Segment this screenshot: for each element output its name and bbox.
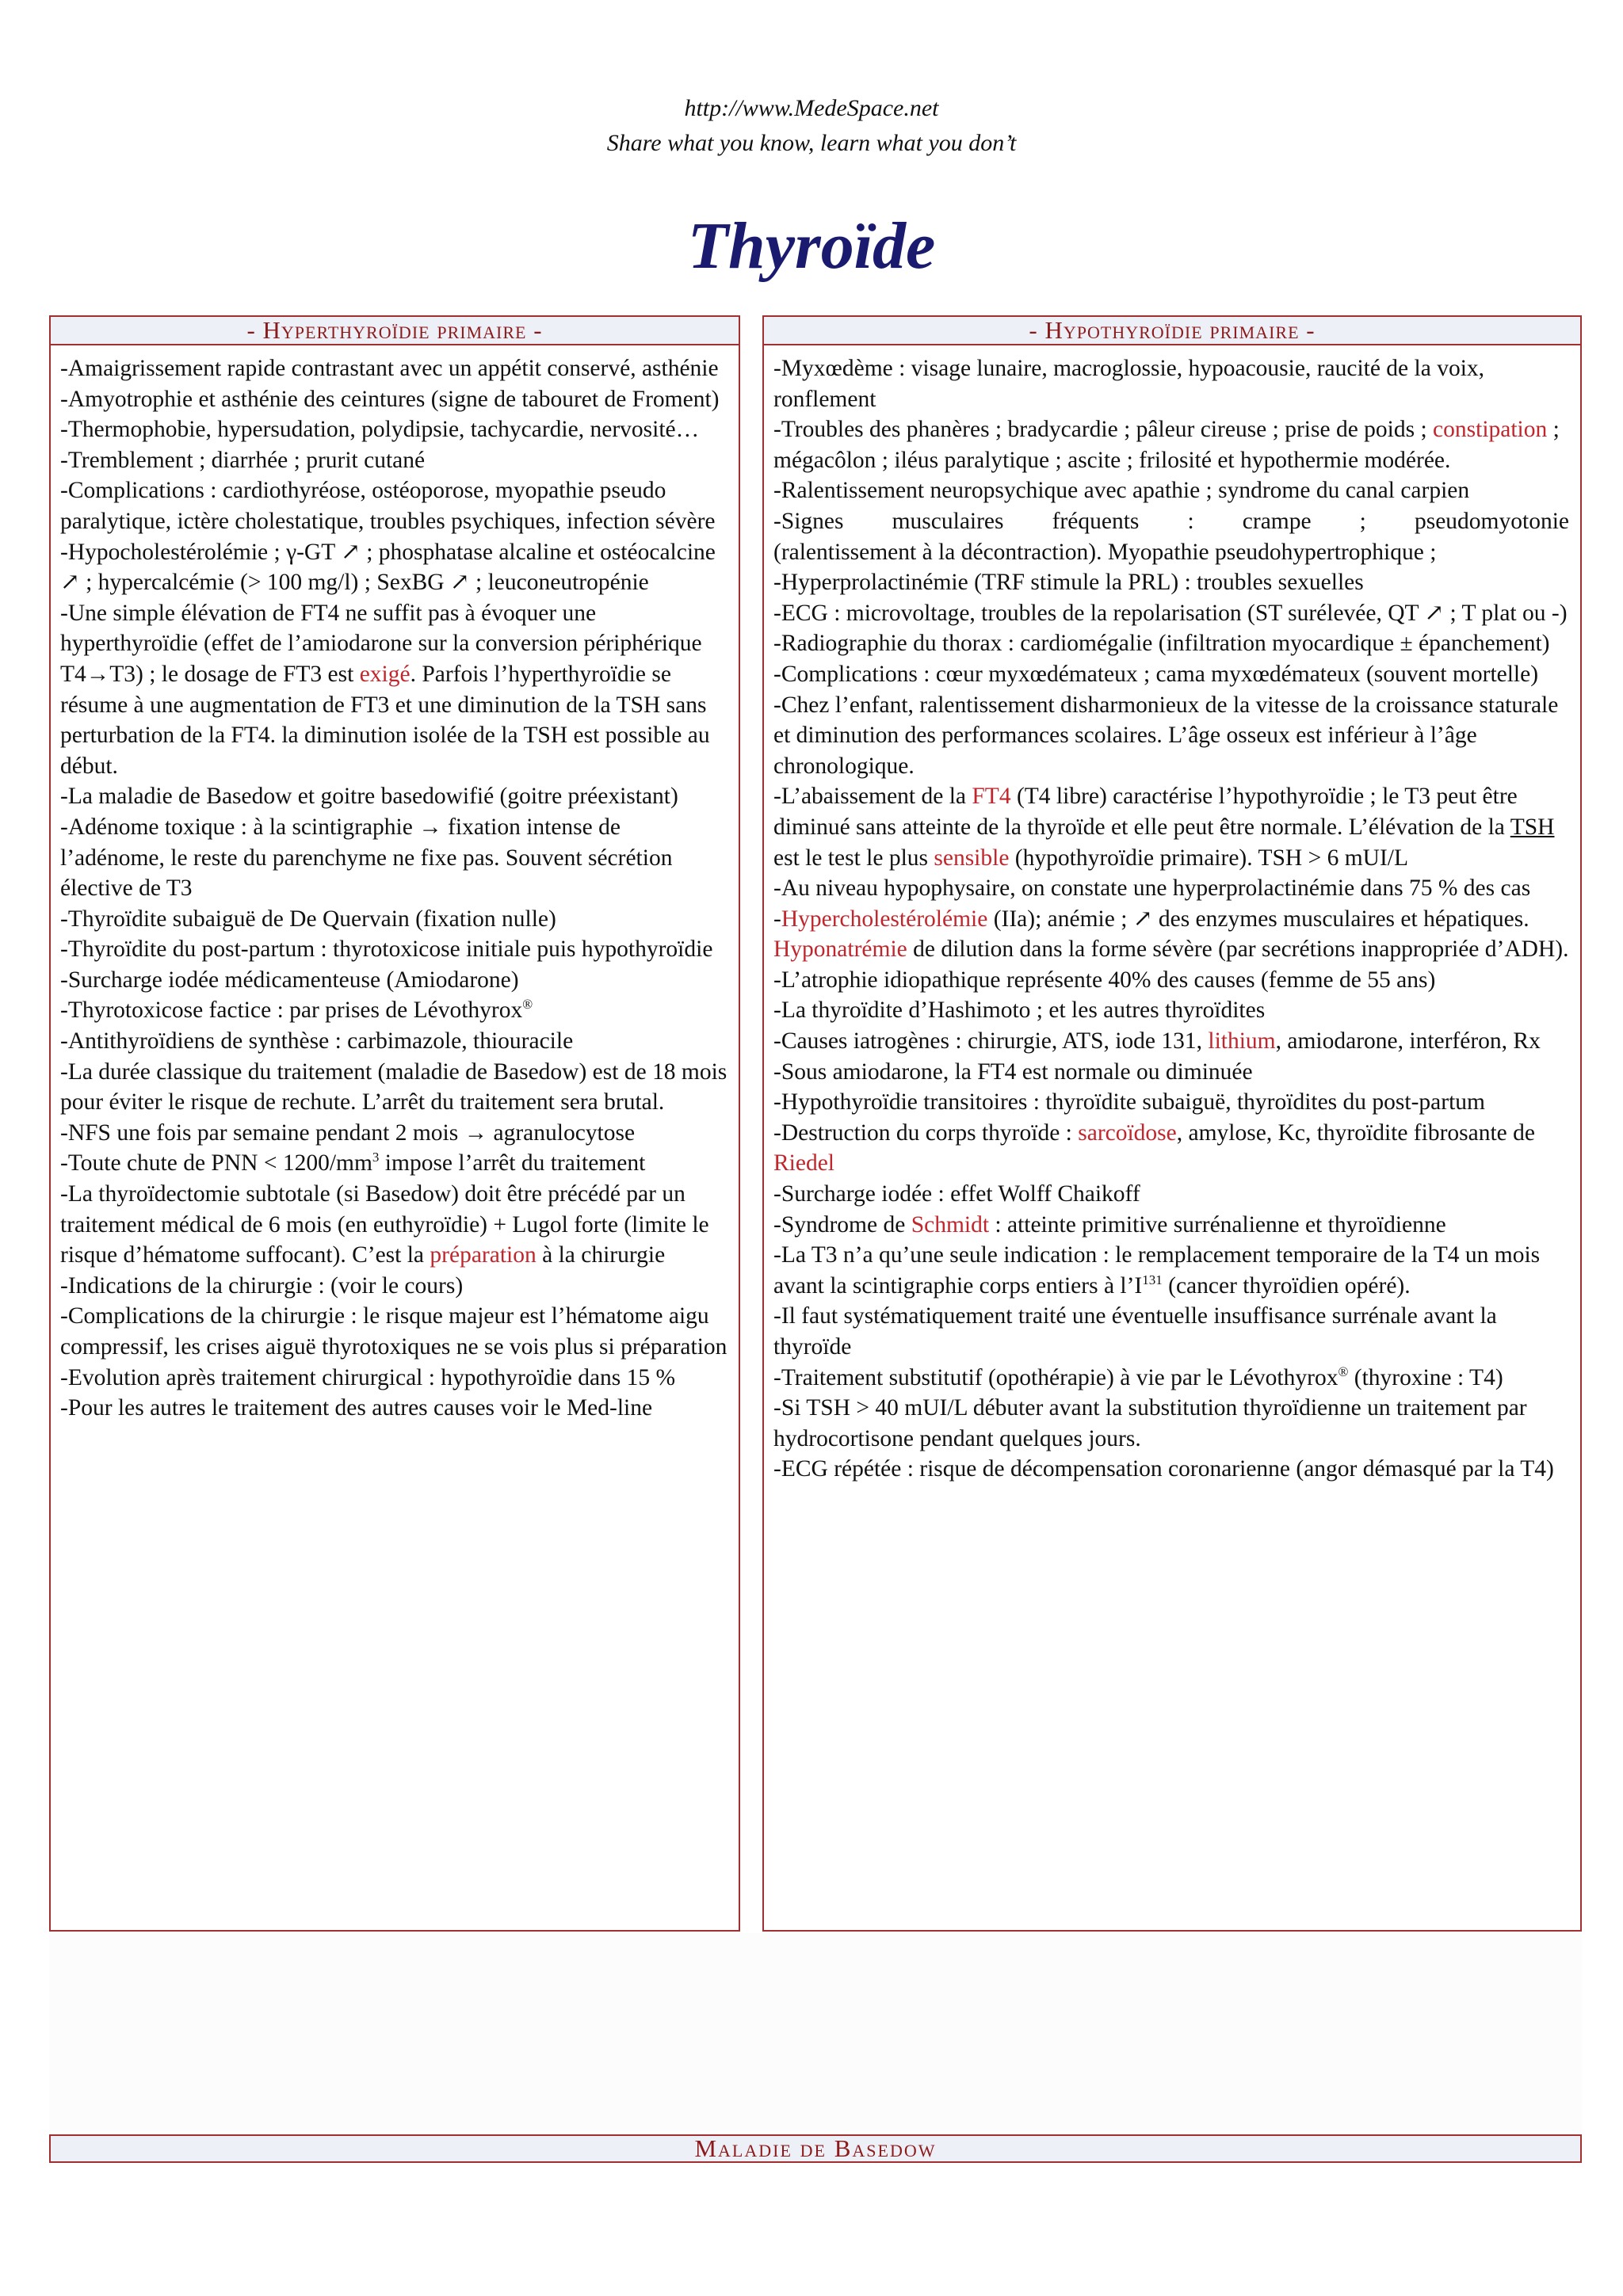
- list-text: -: [773, 906, 781, 932]
- list-text: -La T3 n’a qu’une seule indication : le remplacement temporaire de la T4 un mois avant la scintigraphie corps entiers à l’I: [773, 1242, 1541, 1299]
- list-item: -Sous amiodarone, la FT4 est normale ou diminuée: [773, 1058, 1253, 1085]
- registered-mark: ®: [522, 997, 533, 1013]
- list-item: -Signes musculaires fréquents : crampe ; pseudomyotonie: [773, 508, 1569, 534]
- list-text: (hypothyroïdie primaire). TSH > 6 mUI/L: [1009, 845, 1408, 871]
- list-text: impose l’arrêt du traitement: [379, 1150, 646, 1177]
- highlight-term: lithium: [1208, 1028, 1276, 1055]
- list-text: -Troubles des phanères ; bradycardie ; pâleur cireuse ; prise de poids ;: [773, 417, 1434, 443]
- list-item: -Evolution après traitement chirurgical : hypothyroïdie dans 15 %: [60, 1364, 676, 1390]
- superscript: 131: [1142, 1272, 1163, 1287]
- list-item: -La durée classique du traitement (maladie de Basedow) est de 18 mois pour éviter le risque de rechute. L’arrêt du traitement sera brutal.: [60, 1058, 727, 1116]
- list-item: [773, 1118, 1569, 1179]
- list-item: -L’atrophie idiopathique représente 40% des causes (femme de 55 ans): [773, 967, 1436, 993]
- list-item: [60, 1148, 727, 1179]
- list-item: -Radiographie du thorax : cardiomégalie (infiltration myocardique ± épanchement): [773, 631, 1550, 657]
- hyperthyroidie-heading: - Hyperthyroïdie primaire -: [51, 317, 739, 345]
- highlight-term: sarcoïdose: [1078, 1119, 1177, 1146]
- underlined-term: TSH: [1510, 814, 1555, 840]
- list-text: -Causes iatrogènes : chirurgie, ATS, iode 131,: [773, 1028, 1209, 1055]
- superscript: 3: [372, 1150, 380, 1165]
- list-item: -Il faut systématiquement traité une éventuelle insuffisance surrénale avant la thyroïde: [773, 1303, 1497, 1360]
- site-tagline: Share what you know, learn what you don’t: [606, 130, 1017, 156]
- list-item: -ECG : microvoltage, troubles de la repolarisation (ST surélevée, QT ↗ ; T plat ou -): [773, 600, 1568, 626]
- list-text: : atteinte primitive surrénalienne et thyroïdienne: [989, 1211, 1446, 1238]
- hypothyroidie-panel: [762, 315, 1582, 1932]
- list-text: , amylose, Kc, thyroïdite fibrosante de: [1176, 1119, 1535, 1146]
- list-text: (T4 libre) caractérise l’hypothyroïdie ; le T3 peut être diminué sans atteinte de la thyroïde et elle peut être normale. L’élévation de la: [773, 784, 1518, 840]
- page-title: Thyroïde: [687, 209, 936, 283]
- highlight-term: Riedel: [773, 1150, 835, 1177]
- list-item: -Thyroïdite du post-partum : thyrotoxicose initiale puis hypothyroïdie: [60, 936, 713, 963]
- hypothyroidie-heading: - Hypothyroïdie primaire -: [764, 317, 1580, 345]
- highlight-term: FT4: [972, 784, 1011, 810]
- list-item: -Pour les autres le traitement des autres causes voir le Med-line: [60, 1395, 653, 1421]
- list-item: -Indications de la chirurgie : (voir le cours): [60, 1272, 464, 1299]
- highlight-term: Schmidt: [911, 1211, 990, 1238]
- list-text: , amiodarone, interféron, Rx: [1275, 1028, 1541, 1055]
- list-item: -Au niveau hypophysaire, on constate une hyperprolactinémie dans 75 % des cas: [773, 875, 1531, 902]
- list-text: -Traitement substitutif (opothérapie) à vie par le Lévothyrox: [773, 1364, 1338, 1390]
- list-item: [773, 1363, 1569, 1394]
- site-url: http://www.MedeSpace.net: [684, 95, 939, 121]
- list-item: [773, 1240, 1569, 1301]
- blank-area: [49, 1933, 1582, 2131]
- list-text: -Une simple élévation de FT4 ne suffit pas à évoquer une hyperthyroïdie (effet de l’amiodarone sur la conversion périphérique T4→T3) ; le dosage de FT3 est: [60, 600, 702, 687]
- list-text: ; mégacôlon ; iléus paralytique ; ascite ; frilosité et hypothermie modérée.: [773, 417, 1560, 473]
- list-item: (ralentissement à la décontraction). Myopathie pseudohypertrophique ;: [773, 539, 1437, 565]
- hyperthyroidie-panel: [49, 315, 740, 1932]
- highlight-term: constipation: [1433, 417, 1548, 443]
- list-item: [60, 995, 727, 1026]
- basedow-heading: Maladie de Basedow: [49, 2134, 1582, 2163]
- list-item: -Tremblement ; diarrhée ; prurit cutané: [60, 447, 426, 473]
- list-text: (cancer thyroïdien opéré).: [1162, 1272, 1411, 1299]
- hypothyroidie-list: [764, 345, 1580, 1485]
- list-item: -NFS une fois par semaine pendant 2 mois → agranulocytose: [60, 1119, 636, 1146]
- list-item: -Complications de la chirurgie : le risque majeur est l’hématome aigu compressif, les crises aiguë thyrotoxiques ne se vois plus si préparation: [60, 1303, 727, 1360]
- list-item: [773, 1026, 1569, 1057]
- list-item: [773, 781, 1569, 873]
- list-text: -Thyrotoxicose factice : par prises de Lévothyrox: [60, 997, 523, 1024]
- list-item: -ECG répétée : risque de décompensation coronarienne (angor démasqué par la T4): [773, 1456, 1554, 1482]
- list-item: -Hyperprolactinémie (TRF stimule la PRL) : troubles sexuelles: [773, 570, 1364, 596]
- list-item: -Myxœdème : visage lunaire, macroglossie, hypoacousie, raucité de la voix, ronflement: [773, 356, 1485, 412]
- list-text: . Parfois l’hyperthyroïdie se résume à une augmentation de FT3 et une diminution de la TSH sans perturbation de la FT4. la diminution isolée de la TSH est possible au début.: [60, 661, 710, 779]
- list-item: [60, 1179, 727, 1271]
- list-text: de dilution dans la forme sévère (par secrétions inappropriée d’ADH).: [907, 936, 1569, 963]
- list-text: -Destruction du corps thyroïde :: [773, 1119, 1079, 1146]
- list-item: -Chez l’enfant, ralentissement disharmonieux de la vitesse de la croissance staturale et diminution des performances scolaires. L’âge osseux est inférieur à l’âge chronologique.: [773, 692, 1559, 779]
- list-item: -La maladie de Basedow et goitre basedowifié (goitre préexistant): [60, 784, 678, 810]
- list-text: -L’abaissement de la: [773, 784, 972, 810]
- list-text: est le test le plus: [773, 845, 934, 871]
- list-item: -Surcharge iodée : effet Wolff Chaikoff: [773, 1181, 1140, 1207]
- list-item: -Amaigrissement rapide contrastant avec un appétit conservé, asthénie: [60, 356, 719, 381]
- highlight-term: préparation: [430, 1242, 537, 1268]
- registered-mark: ®: [1338, 1363, 1349, 1379]
- list-item: -Complications : cardiothyréose, ostéoporose, myopathie pseudo paralytique, ictère cholestatique, troubles psychiques, infection sévère: [60, 478, 716, 534]
- list-item: -Thermophobie, hypersudation, polydipsie, tachycardie, nervosité…: [60, 417, 700, 443]
- list-text: (IIa); anémie ; ↗ des enzymes musculaires et hépatiques.: [987, 906, 1529, 932]
- list-item: -Surcharge iodée médicamenteuse (Amiodarone): [60, 967, 519, 993]
- list-item: -Antithyroïdiens de synthèse : carbimazole, thiouracile: [60, 1028, 574, 1055]
- list-item: [773, 1210, 1569, 1241]
- list-item: -Hypocholestérolémie ; γ-GT ↗ ; phosphatase alcaline et ostéocalcine ↗ ; hypercalcémie (> 100 mg/l) ; SexBG ↗ ; leuconeutropénie: [60, 539, 716, 596]
- list-item: -La thyroïdite d’Hashimoto ; et les autres thyroïdites: [773, 997, 1266, 1024]
- list-item: -Adénome toxique : à la scintigraphie → fixation intense de l’adénome, le reste du parenchyme ne fixe pas. Souvent sécrétion élective de T3: [60, 814, 673, 902]
- list-text: -Toute chute de PNN < 1200/mm: [60, 1150, 372, 1177]
- list-item: -Thyroïdite subaiguë de De Quervain (fixation nulle): [60, 906, 556, 932]
- highlight-term: Hypercholestérolémie: [781, 906, 988, 932]
- list-text: -Syndrome de: [773, 1211, 911, 1238]
- highlight-term: Hyponatrémie: [773, 936, 907, 963]
- list-item: [773, 414, 1569, 475]
- list-item: -Ralentissement neuropsychique avec apathie ; syndrome du canal carpien: [773, 478, 1470, 504]
- highlight-term: exigé: [359, 661, 411, 687]
- list-item: -Hypothyroïdie transitoires : thyroïdite subaiguë, thyroïdites du post-partum: [773, 1089, 1485, 1116]
- list-item: -Complications : cœur myxœdémateux ; cama myxœdémateux (souvent mortelle): [773, 661, 1539, 687]
- list-item: -Amyotrophie et asthénie des ceintures (signe de tabouret de Froment): [60, 386, 720, 412]
- list-item: [60, 598, 727, 782]
- highlight-term: sensible: [934, 845, 1010, 871]
- list-item: -Si TSH > 40 mUI/L débuter avant la substitution thyroïdienne un traitement par hydrocortisone pendant quelques jours.: [773, 1395, 1527, 1451]
- list-text: (thyroxine : T4): [1348, 1364, 1503, 1390]
- list-item: [773, 904, 1569, 965]
- list-text: à la chirurgie: [536, 1242, 666, 1268]
- hyperthyroidie-list: [51, 345, 739, 1424]
- list-text: -La thyroïdectomie subtotale (si Basedow) doit être précédé par un traitement médical de 6 mois (en euthyroïdie) + Lugol forte (limite le risque d’hématome suffocant). C’est la: [60, 1181, 709, 1268]
